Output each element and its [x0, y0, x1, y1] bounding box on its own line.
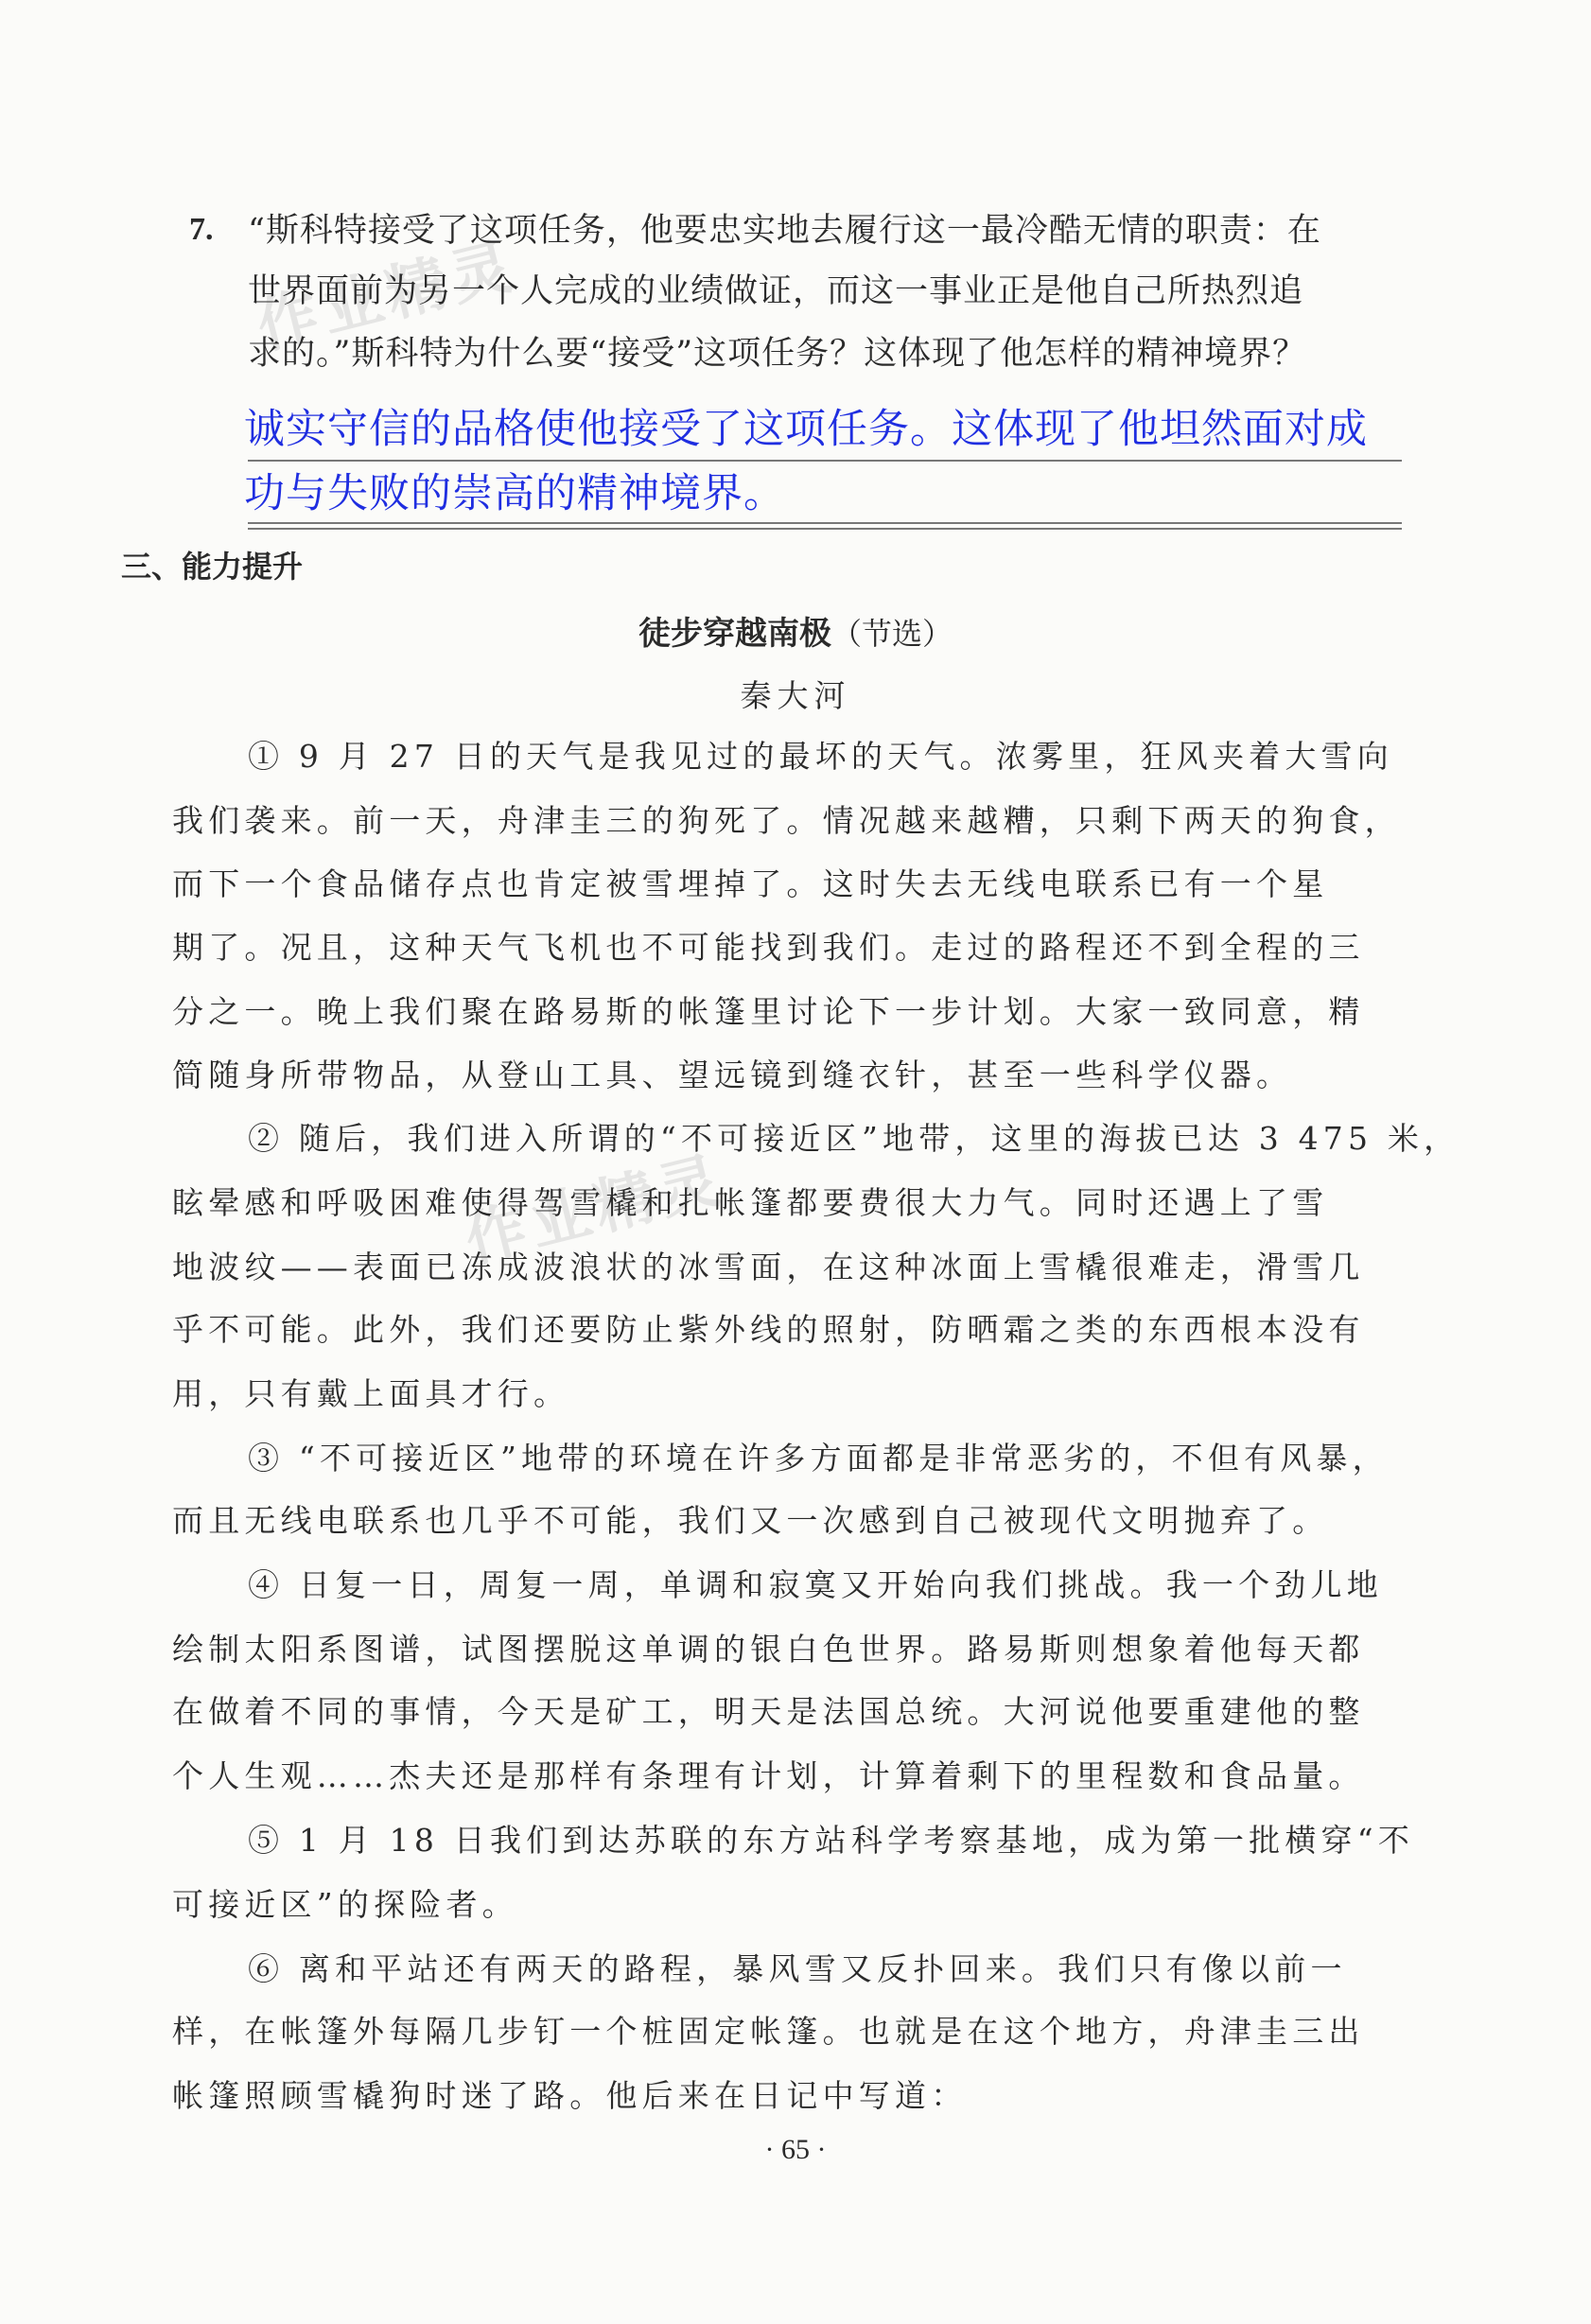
paragraph-line: ② 随后，我们进入所谓的“不可接近区”地带，这里的海拔已达 3 475 米，: [248, 1120, 1460, 1157]
paragraph-line: 在做着不同的事情，今天是矿工，明天是法国总统。大河说他要重建他的整: [172, 1693, 1365, 1730]
paragraph-line: 而下一个食品储存点也肯定被雪埋掉了。这时失去无线电联系已有一个星: [172, 865, 1329, 902]
answer-line: [248, 528, 1402, 530]
paragraph-line: ⑥ 离和平站还有两天的路程，暴风雪又反扑回来。我们只有像以前一: [248, 1950, 1347, 1987]
paragraph-line: 我们袭来。前一天，舟津圭三的狗死了。情况越来越糟，只剩下两天的狗食，: [172, 802, 1401, 839]
paragraph-line: 分之一。晚上我们聚在路易斯的帐篷里讨论下一步计划。大家一致同意，精: [172, 993, 1365, 1030]
paragraph-line: 样，在帐篷外每隔几步钉一个桩固定帐篷。也就是在这个地方，舟津圭三出: [172, 2013, 1365, 2050]
paragraph-line: ⑤ 1 月 18 日我们到达苏联的东方站科学考察基地，成为第一批横穿“不: [248, 1822, 1415, 1859]
paragraph-line: ④ 日复一日，周复一周，单调和寂寞又开始向我们挑战。我一个劲儿地: [248, 1566, 1383, 1603]
answer-text: 功与失败的崇高的精神境界。: [244, 470, 785, 517]
answer-text: 诚实守信的品格使他接受了这项任务。这体现了他坦然面对成: [244, 406, 1368, 453]
article-title: [0, 607, 1591, 654]
watermark: 作业精灵: [458, 1145, 733, 1277]
paragraph-line: 乎不可能。此外，我们还要防止紫外线的照射，防晒霜之类的东西根本没有: [172, 1311, 1365, 1348]
paragraph-line: 眩晕感和呼吸困难使得驾雪橇和扎帐篷都要费很大力气。同时还遇上了雪: [172, 1184, 1329, 1221]
paragraph-line: 地波纹——表面已冻成波浪状的冰雪面，在这种冰面上雪橇很难走，滑雪几: [172, 1249, 1365, 1285]
question-text: “斯科特接受了这项任务，他要忠实地去履行这一最冷酷无情的职责：在: [248, 212, 1321, 250]
question-number: 7.: [189, 212, 214, 247]
question-text: 世界面前为另一个人完成的业绩做证，而这一事业正是他自己所热烈追: [248, 272, 1304, 310]
question-text: 求的。”斯科特为什么要“接受”这项任务？这体现了他怎样的精神境界？: [248, 335, 1307, 373]
paragraph-line: ① 9 月 27 日的天气是我见过的最坏的天气。浓雾里，狂风夹着大雪向: [248, 738, 1393, 775]
answer-line: [248, 522, 1402, 524]
section-heading: 三、能力提升: [121, 549, 304, 585]
paragraph-line: 简随身所带物品，从登山工具、望远镜到缝衣针，甚至一些科学仪器。: [172, 1057, 1293, 1093]
article-title-text: 徒步穿越南极: [638, 615, 831, 653]
paragraph-line: 帐篷照顾雪橇狗时迷了路。他后来在日记中写道：: [172, 2077, 968, 2114]
paragraph-line: 个人生观……杰夫还是那样有条理有计划，计算着剩下的里程数和食品量。: [172, 1757, 1365, 1794]
page-number: · 65 ·: [764, 2134, 827, 2165]
article-author: 秦大河: [740, 677, 851, 714]
paragraph-line: 可接近区”的探险者。: [172, 1886, 518, 1923]
paragraph-line: 用，只有戴上面具才行。: [172, 1375, 570, 1412]
paragraph-line: ③ “不可接近区”地带的环境在许多方面都是非常恶劣的，不但有风暴，: [248, 1440, 1389, 1477]
article-title-note: （节选）: [830, 616, 953, 652]
paragraph-line: 绘制太阳系图谱，试图摆脱这单调的银白色世界。路易斯则想象着他每天都: [172, 1631, 1365, 1668]
paragraph-line: 而且无线电联系也几乎不可能，我们又一次感到自己被现代文明抛弃了。: [172, 1502, 1329, 1539]
paragraph-line: 期了。况且，这种天气飞机也不可能找到我们。走过的路程还不到全程的三: [172, 929, 1365, 966]
watermark: 作业精灵: [250, 231, 525, 363]
